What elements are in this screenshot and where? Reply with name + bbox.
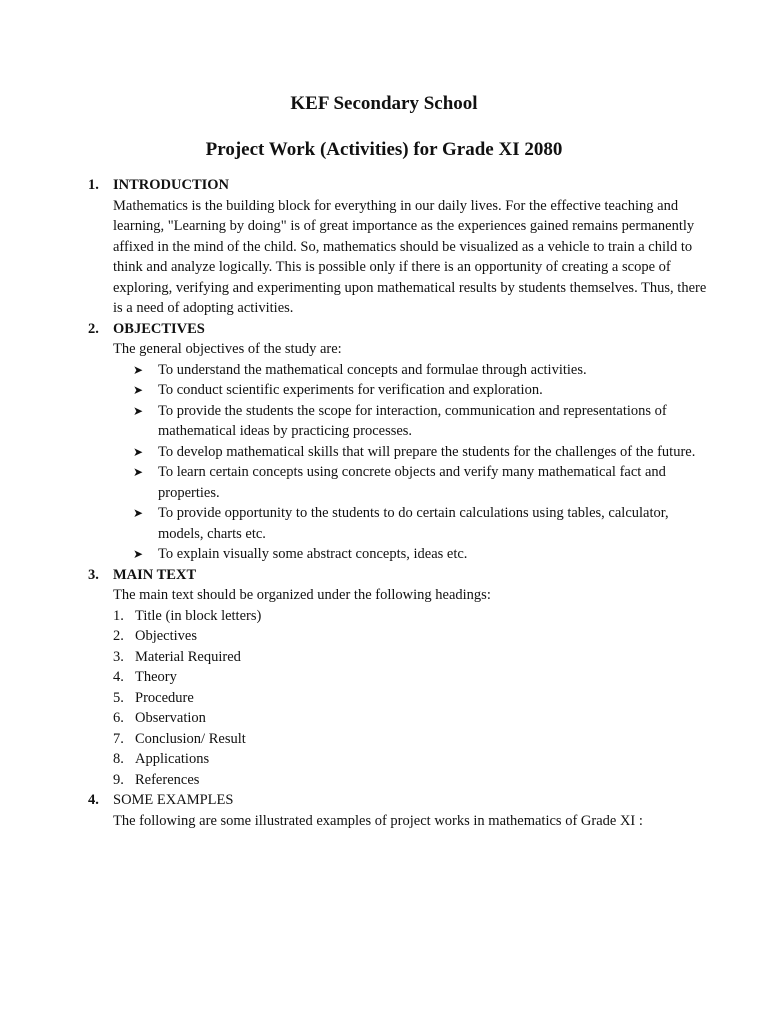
list-item <box>133 462 708 503</box>
section-number: 1. <box>88 177 99 193</box>
list-item <box>113 708 708 729</box>
arrow-bullet-icon: ➤ <box>133 383 144 397</box>
list-item-number: 6. <box>113 710 124 726</box>
section-heading <box>88 790 708 811</box>
list-item-number: 5. <box>113 689 124 706</box>
list-item <box>133 401 708 442</box>
list-item <box>113 770 708 791</box>
list-item-text: To conduct scientific experiments for verification and exploration. <box>158 382 543 398</box>
list-item <box>133 544 708 565</box>
list-item-number: 2. <box>113 628 124 644</box>
list-item-number: 3. <box>113 648 124 665</box>
objectives-intro: The general objectives of the study are: <box>113 341 342 357</box>
document-title: Project Work (Activities) for Grade XI 2080 <box>205 139 563 160</box>
examples-paragraph: The following are some illustrated examples of project works in mathematics of Grade XI : <box>113 812 643 829</box>
section-number: 3. <box>88 566 99 583</box>
section-title: SOME EXAMPLES <box>113 792 234 808</box>
list-item-text: To explain visually some abstract concepts, ideas etc. <box>158 546 468 562</box>
list-item-text: Material Required <box>135 648 241 665</box>
list-item-number: 9. <box>113 771 124 788</box>
list-item-number: 8. <box>113 751 124 767</box>
section-title: INTRODUCTION <box>113 177 230 193</box>
list-item-text: To understand the mathematical concepts and formulae through activities. <box>158 361 587 378</box>
list-item <box>113 688 708 709</box>
list-item-text: To develop mathematical skills that will prepare the students for the challenges of the future. <box>158 443 696 460</box>
section-main-text <box>88 565 708 791</box>
arrow-bullet-icon: ➤ <box>133 506 144 520</box>
section-introduction <box>88 175 708 319</box>
list-item <box>113 667 708 688</box>
arrow-bullet-icon: ➤ <box>133 403 144 418</box>
list-item-number: 1. <box>113 607 124 624</box>
section-title: OBJECTIVES <box>113 320 205 337</box>
list-item-text: To provide the students the scope for interaction, communication and representations of mathematical ideas by practicing processes. <box>158 402 667 439</box>
objectives-list <box>113 360 708 565</box>
list-item <box>113 729 708 750</box>
section-title: MAIN TEXT <box>113 566 197 583</box>
section-number: 2. <box>88 320 99 337</box>
list-item <box>113 647 708 668</box>
list-item <box>133 442 708 463</box>
list-item-text: Procedure <box>135 689 194 706</box>
list-item-text: Conclusion/ Result <box>135 730 246 747</box>
list-item-text: References <box>135 771 200 788</box>
section-heading <box>88 175 708 196</box>
list-item <box>113 626 708 647</box>
list-item <box>133 380 708 401</box>
list-item <box>133 360 708 381</box>
main-text-intro: The main text should be organized under the following headings: <box>113 587 491 603</box>
section-some-examples <box>88 790 708 831</box>
list-item-text: To learn certain concepts using concrete objects and verify many mathematical fact and properties. <box>158 464 666 501</box>
section-number: 4. <box>88 792 99 808</box>
arrow-bullet-icon: ➤ <box>133 465 144 479</box>
section-heading <box>88 565 708 586</box>
list-item-text: Objectives <box>135 628 198 644</box>
list-item-number: 7. <box>113 730 124 747</box>
list-item-text: Title (in block letters) <box>135 607 262 624</box>
arrow-bullet-icon: ➤ <box>133 444 144 459</box>
school-name: KEF Secondary School <box>290 93 478 114</box>
list-item <box>113 749 708 770</box>
list-item-text: Applications <box>135 751 210 767</box>
list-item <box>133 503 708 544</box>
list-item-text: Observation <box>135 710 206 726</box>
arrow-bullet-icon: ➤ <box>133 362 144 377</box>
arrow-bullet-icon: ➤ <box>133 547 144 561</box>
list-item <box>113 606 708 627</box>
section-objectives <box>88 319 708 565</box>
list-item-number: 4. <box>113 669 124 685</box>
section-heading <box>88 319 708 340</box>
list-item-text: To provide opportunity to the students to do certain calculations using tables, calculator, models, charts etc. <box>158 505 669 542</box>
list-item-text: Theory <box>135 669 177 685</box>
introduction-paragraph: Mathematics is the building block for everything in our daily lives. For the effective teaching and learning, "Learning by doing" is of great importance as the experiences gained remains permanently affixed in the mind of the child. So, mathematics should be visualized as a vehicle to train a child to think and analyze logically. This is possible only if there is an opportunity of creating a scope of exploring, verifying and experimenting upon mathematical results by students themselves. Thus, there is a need of adopting activities. <box>113 197 707 316</box>
headings-list <box>113 606 708 791</box>
document-content <box>88 175 708 831</box>
